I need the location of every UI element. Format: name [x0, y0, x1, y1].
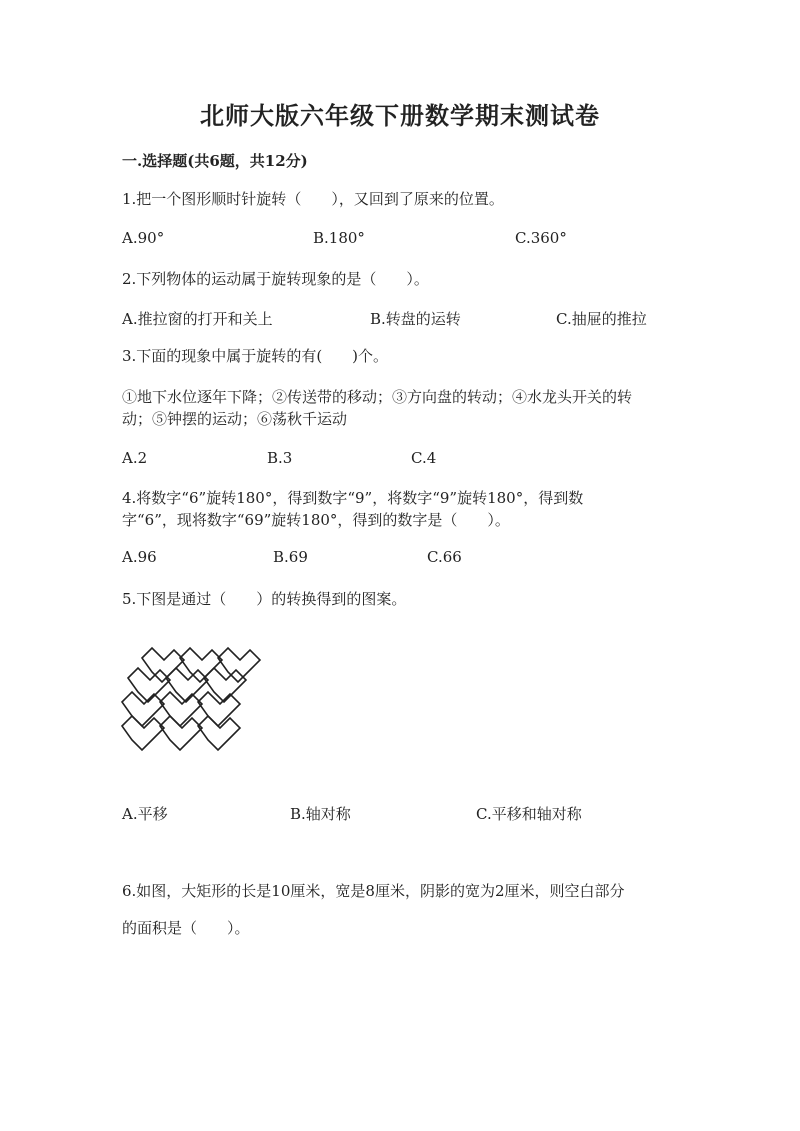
interlocking-pattern-figure: [118, 640, 278, 760]
question-4-option-a: A.96: [122, 548, 157, 566]
question-2-stem: 2.下列物体的运动属于旋转现象的是（ ）。: [122, 270, 429, 288]
question-4-line-1: 4.将数字“6”旋转180°，得到数字“9”，将数字“9”旋转180°，得到数: [122, 489, 584, 507]
question-2-option-c: C.抽屉的推拉: [556, 310, 647, 328]
question-5-stem: 5.下图是通过（ ）的转换得到的图案。: [122, 590, 407, 608]
question-4-line-2: 字“6”，现将数字“69”旋转180°，得到的数字是（ ）。: [122, 511, 510, 529]
question-1-stem: 1.把一个图形顺时针旋转（ ），又回到了原来的位置。: [122, 190, 504, 208]
section-heading: 一.选择题(共6题，共12分): [122, 152, 308, 170]
question-3-option-b: B.3: [267, 449, 293, 467]
page-title: 北师大版六年级下册数学期末测试卷: [200, 101, 600, 130]
question-5-option-c: C.平移和轴对称: [476, 805, 582, 823]
question-3-stem: 3.下面的现象中属于旋转的有( )个。: [122, 347, 389, 365]
question-4-option-c: C.66: [427, 548, 462, 566]
question-3-list-line-2: 动；⑤钟摆的运动；⑥荡秋千运动: [122, 410, 348, 428]
question-1-option-b: B.180°: [313, 229, 365, 247]
question-1-option-c: C.360°: [515, 229, 567, 247]
question-2-option-a: A.推拉窗的打开和关上: [122, 310, 273, 328]
question-2-option-b: B.转盘的运转: [370, 310, 461, 328]
question-5-option-b: B.轴对称: [290, 805, 351, 823]
question-5-option-a: A.平移: [122, 805, 168, 823]
pattern-row-0: [142, 648, 260, 682]
question-1-option-a: A.90°: [122, 229, 165, 247]
question-6-line-2: 的面积是（ ）。: [122, 919, 250, 937]
question-6-line-1: 6.如图，大矩形的长是10厘米，宽是8厘米，阴影的宽为2厘米，则空白部分: [122, 882, 625, 900]
question-3-list-line-1: ①地下水位逐年下降；②传送带的移动；③方向盘的转动；④水龙头开关的转: [122, 388, 633, 406]
question-3-option-a: A.2: [122, 449, 148, 467]
question-3-option-c: C.4: [411, 449, 437, 467]
question-4-option-b: B.69: [273, 548, 308, 566]
